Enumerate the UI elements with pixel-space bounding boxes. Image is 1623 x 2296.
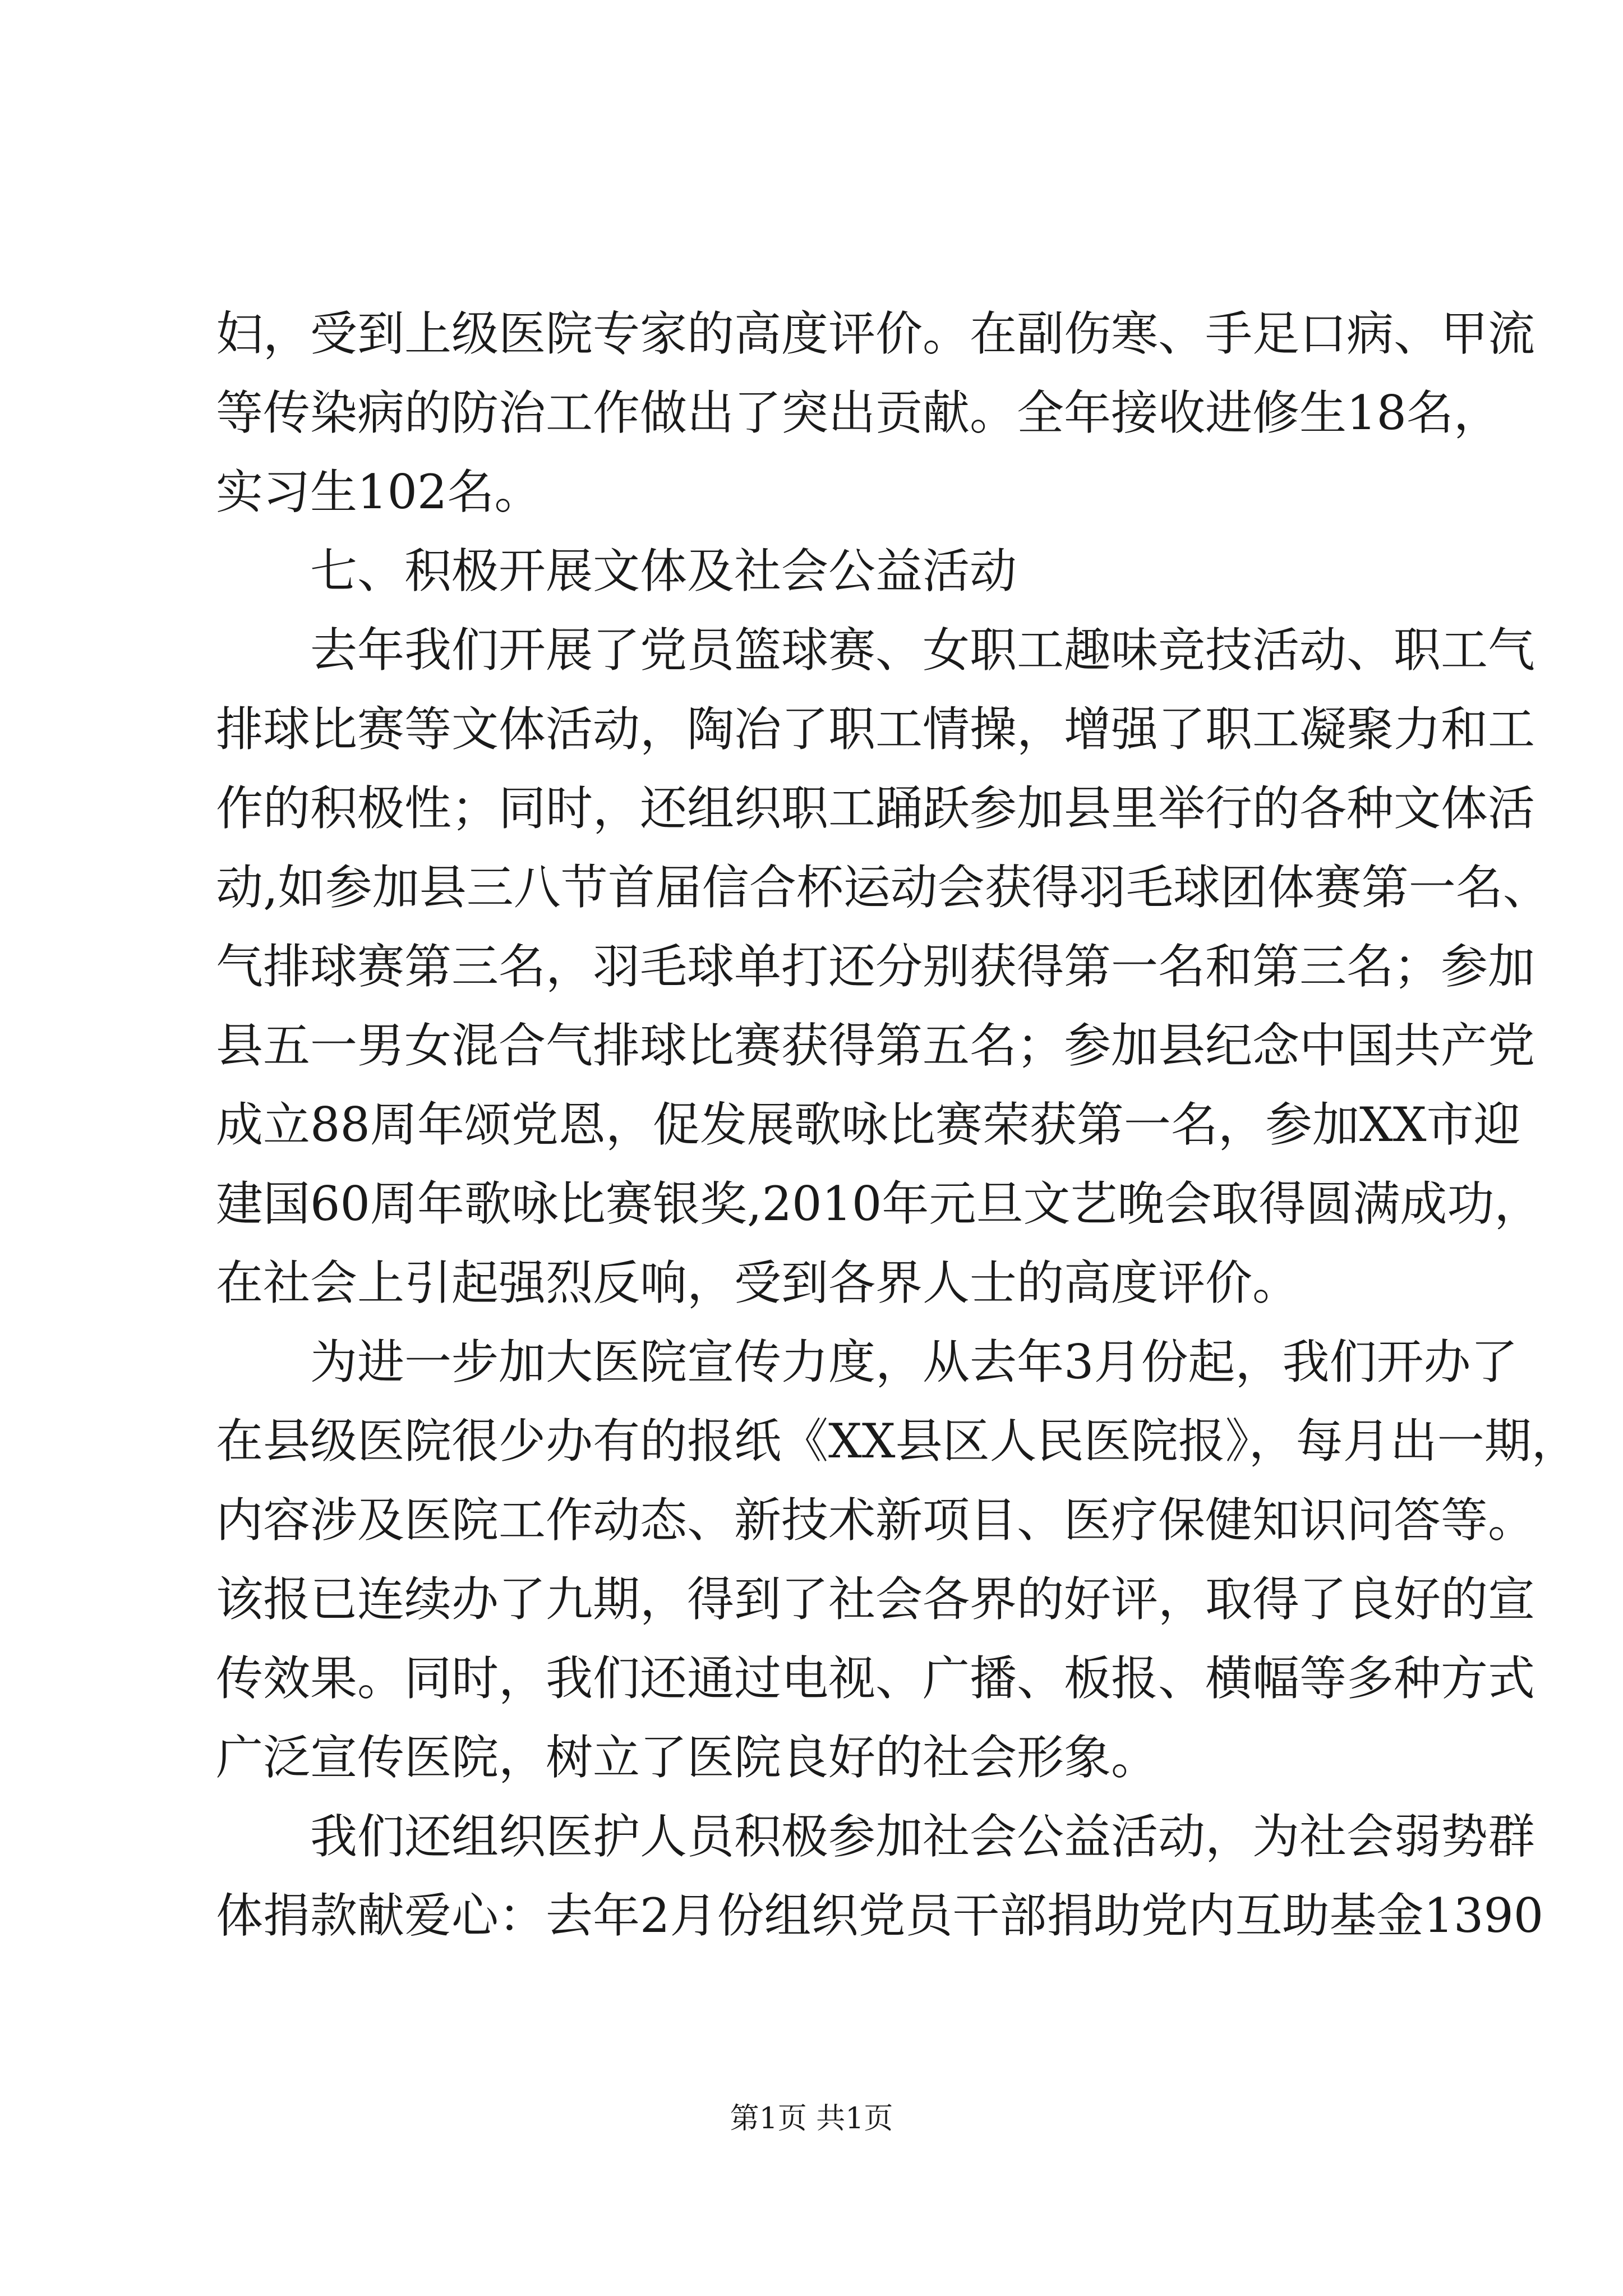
page-footer [0,2099,1623,2138]
text-line: 建国60周年歌咏比赛银奖,2010年元旦文艺晚会取得圆满成功， [216,1176,1542,1231]
text-line: 气排球赛第三名，羽毛球单打还分别获得第一名和第三名；参加 [216,939,1536,994]
text-line: 成立88周年颂党恩，促发展歌咏比赛荣获第一名，参加XX市迎 [216,1097,1521,1152]
text-line: 在县级医院很少办有的报纸《XX县区人民医院报》，每月出一期， [216,1414,1579,1469]
page-number-label: 第1页 共1页 [730,2102,893,2136]
text-line: 为进一步加大医院宣传力度，从去年3月份起，我们开办了 [216,1335,1518,1389]
text-line: 实习生102名。 [216,464,542,519]
text-line: 县五一男女混合气排球比赛获得第五名；参加县纪念中国共产党 [216,1018,1536,1073]
text-line: 去年我们开展了党员篮球赛、女职工趣味竞技活动、职工气 [216,623,1536,678]
text-line: 排球比赛等文体活动，陶冶了职工情操，增强了职工凝聚力和工 [216,702,1536,757]
text-line: 在社会上引起强烈反响，受到各界人士的高度评价。 [216,1255,1300,1310]
text-line: 传效果。同时，我们还通过电视、广播、板报、横幅等多种方式 [216,1651,1536,1706]
section-heading: 七、积极开展文体及社会公益活动 [216,544,1017,599]
text-line: 内容涉及医院工作动态、新技术新项目、医疗保健知识问答等。 [216,1493,1536,1548]
text-line: 我们还组织医护人员积极参加社会公益活动，为社会弱势群 [216,1809,1536,1864]
document-body [216,295,1579,1955]
text-line: 该报已连续办了九期，得到了社会各界的好评，取得了良好的宣 [216,1572,1536,1627]
text-line: 广泛宣传医院，树立了医院良好的社会形象。 [216,1730,1159,1785]
text-line: 妇，受到上级医院专家的高度评价。在副伤寒、手足口病、甲流 [216,306,1536,361]
text-line: 动,如参加县三八节首届信合杯运动会获得羽毛球团体赛第一名、 [216,860,1550,915]
text-line: 作的积极性；同时，还组织职工踊跃参加县里举行的各种文体活 [216,781,1536,836]
text-line: 等传染病的防治工作做出了突出贡献。全年接收进修生18名， [216,385,1501,440]
text-line: 体捐款献爱心：去年2月份组织党员干部捐助党内互助基金1390 [216,1888,1544,1943]
